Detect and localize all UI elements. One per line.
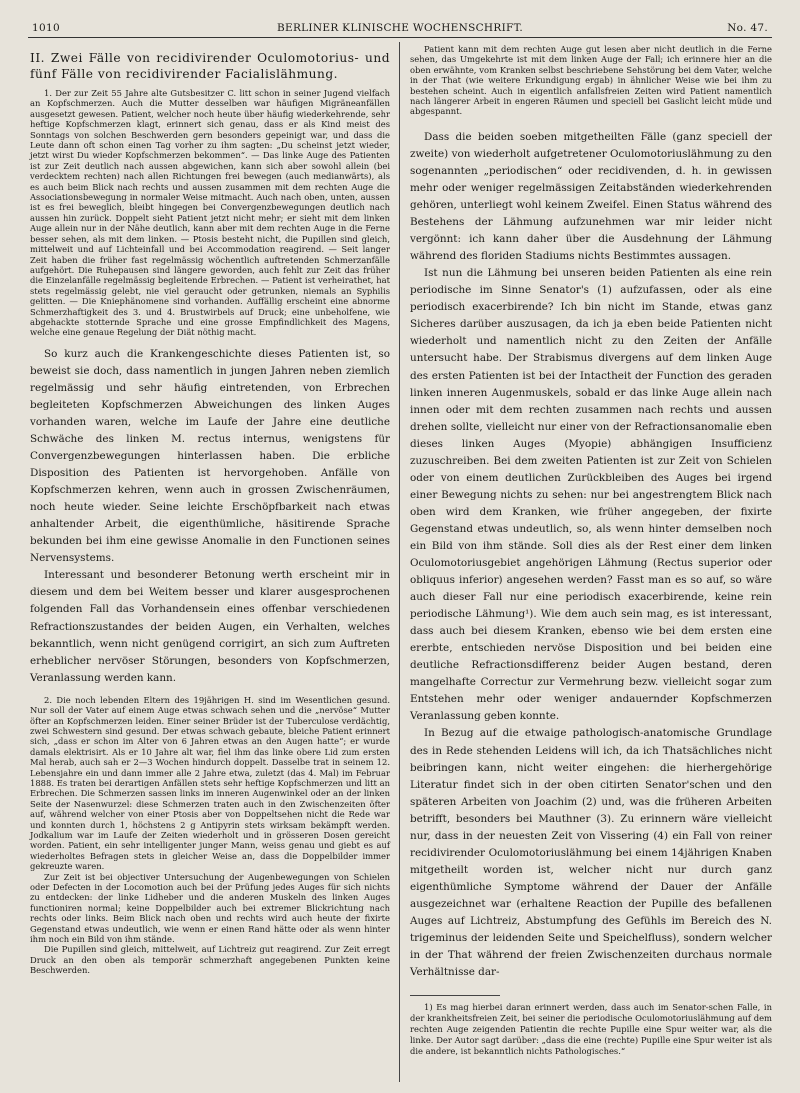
issue-number: No. 47. [727,22,768,34]
page-header [28,20,772,36]
page-number: 1010 [32,22,60,34]
footnote-rule [410,995,500,996]
case-2-examination: Zur Zeit ist bei objectiver Untersuchung der Augenbewegungen von Schielen oder Defecten in der Locomotion auch bei der Prüfung jedes Auges für sich nichts zu entdecken: der linke Lidheber und die anderen Muskeln des linken Auges functioniren normal; keine Doppelbilder auch bei extremer Blickrichtung nach rechts oder links. Beim Blick nach oben und rechts wird auch heute der fixirte Gegenstand etwas undeutlich, wie wenn er einen Rand hätte oder als wenn hinter ihm noch ein Bild von ihm stände. [30,871,390,945]
right-paragraph-3: In Bezug auf die etwaige pathologisch-anatomische Grundlage des in Rede stehenden Leidens will ich, da ich Thatsächliches nicht beibringen kann, nicht weiter eingehen: die hierhergehörige Literatur findet sich in der oben citirten Senator'schen und den späteren Arbeiten von Joachim (2) und, was die früheren Arbeiten betrifft, besonders bei Mauthner (3). Zu erinnern wäre vielleicht nur, dass in der neuesten Zeit von Vissering (4) ein Fall von reiner recidivirender Oculomotoriuslähmung bei einem 14jährigen Knaben mitgetheilt worden ist, welcher nicht nur durch ganz eigenthümliche Symptome während der Dauer der Anfälle ausgezeichnet war (erhaltene Reaction der Pupille des befallenen Auges auf Lichtreiz, Abstumpfung des Gefühls im Bereich des N. trigeminus der leidenden Seite und Speichelfluss), sondern welcher in der That während der freien Zwischenzeiten durchaus normale Verhältnisse dar- [410,727,772,979]
running-title: BERLINER KLINISCHE WOCHENSCHRIFT. [276,22,524,34]
right-column [410,44,772,1057]
column-divider [399,42,400,1082]
case-2-continuation: Patient kann mit dem rechten Auge gut lesen aber nicht deutlich in die Ferne sehen, das Umgekehrte ist mit dem linken Auge der Fall; ich erinnere hier an die oben erwähnte, vom Kranken selbst beschriebene Sehstörung bei dem Vater, welche in der That (wie weitere Erkundigung ergab) in ähnlicher Weise wie bei ihm zu bestehen scheint. Auch in eigentlich anfallsfreien Zeiten wird Patient namentlich nach längerer Arbeit in engeren Räumen und speciell bei Gaslicht leicht müde und abgespannt. [410,44,772,117]
discussion-paragraph-1: So kurz auch die Krankengeschichte dieses Patienten ist, so beweist sie doch, dass namentlich in jungen Jahren neben ziemlich regelmässig und sehr häufig eintretenden, von Erbrechen begleiteten Kopfschmerzen Abweichungen des linken Auges vorhanden waren, welche im Laufe der Jahre eine deutliche Schwäche des linken M. rectus internus, wenigstens für Convergenzbewegungen hinterlassen haben. Die erbliche Disposition des Patienten ist hervorgehoben. Anfälle von Kopfschmerzen kehren, wenn auch in grossen Zwischenräumen, noch heute wieder. Seine leichte Erschöpfbarkeit nach etwas anhaltender Arbeit, die eigenthümliche, häsitirende Sprache bekunden bei ihm eine gewisse Anomalie in den Functionen seines Nervensystems. [30,347,390,565]
case-1-text: 1. Der zur Zeit 55 Jahre alte Gutsbesitzer C. litt schon in seiner Jugend vielfach an Kopfschmerzen. Auch die Mutter desselben war häufigen Migräneanfällen ausgesetzt gewesen. Patient, welcher noch heute über häufig wiederkehrende, sehr heftige Kopfschmerzen klagt, erinnert sich genau, dass er als Kind meist des Sonntags von solchen Beschwerden gern besonders gepeinigt war, und dass die Leute dann oft schon einen Tag vorher zu ihm sagten: „Du scheinst jetzt wieder, jetzt wirst Du wieder Kopfschmerzen bekommen“. — Das linke Auge des Patienten ist zur Zeit deutlich nach aussen abgewichen, kann sich aber sowohl allein (bei verdecktem rechten) nach allen Richtungen frei bewegen (auch medianwärts), als es auch beim Blick nach rechts und aussen zusammen mit dem rechten Auge die Associationsbewegung in normaler Weise mitmacht. Auch nach oben, unten, aussen ist es frei beweglich, bleibt hingegen bei Convergenzbewegungen deutlich nach aussen hin zurück. Doppelt sieht Patient jetzt nicht mehr; er sieht mit dem linken Auge allein nur in der Nähe deutlich, kann aber mit dem rechten Auge in die Ferne besser sehen, als mit dem linken. — Ptosis besteht nicht, die Pupillen sind gleich, mittelweit und auf Lichteinfall und bei Accommodation reagirend. — Seit langer Zeit haben die früher fast regelmässig wöchentlich auftretenden Schmerzanfälle aufgehört. Die Ruhepausen sind längere geworden, auch fehlt zur Zeit das früher die Einzelanfälle regelmässig begleitende Erbrechen. — Patient ist verheirathet, hat stets regelmässig gelebt, nie viel geraucht oder getrunken, niemals an Syphilis gelitten. — Die Kniephänomene sind vorhanden. Auffällig erscheint eine abnorme Schmerzhaftigkeit des 3. und 4. Brustwirbels auf Druck; eine unbeholfene, wie abgehackte stotternde Sprache und eine grosse Empfindlichkeit des Magens, welche eine genaue Regelung der Diät nöthig macht. [30,88,390,338]
left-column [30,44,390,976]
discussion-paragraph-2: Interessant und besonderer Betonung werth erscheint mir in diesem und dem bei Weitem besser und klarer ausgesprochenen folgenden Fall das Vorhandensein eines offenbar verschiedenen Refractionszustandes der beiden Augen, ein Verhalten, welches bekanntlich, wenn nicht genügend corrigirt, an sich zum Auftreten erheblicher nervöser Störungen, besonders von Kopfschmerzen, Veranlassung werden kann. [30,569,390,684]
case-2-pupils: Die Pupillen sind gleich, mittelweit, auf Lichtreiz gut reagirend. Zur Zeit erregt Druck an den oben als temporär schmerzhaft angegebenen Punkten keine Beschwerden. [30,944,390,976]
right-paragraph-2: Ist nun die Lähmung bei unseren beiden Patienten als eine rein periodische im Sinne Senator's (1) aufzufassen, oder als eine periodisch exacerbirende? Ich bin nicht im Stande, etwas ganz Sicheres darüber auszusagen, da ich ja eben beide Patienten nicht wiederholt und namentlich nicht zu den Zeiten der Anfälle untersucht habe. Der Strabismus divergens auf dem linken Auge des ersten Patienten ist bei der Intactheit der Function des geraden linken inneren Augenmuskels, sobald er das linke Auge allein nach innen oder mit dem rechten zusammen nach rechts und aussen drehen sollte, vielleicht nur einer von der Refractionsanomalie eben dieses linken Auges (Myopie) abhängigen Insufficienz zuzuschreiben. Bei dem zweiten Patienten ist zur Zeit von Schielen oder von einem deutlichen Zurückbleiben des Auges bei irgend einer Bewegung nichts zu sehen: nur bei angestrengtem Blick nach oben wird dem Kranken, wie früher angegeben, der fixirte Gegenstand etwas undeutlich, so, als wenn hinter demselben noch ein Bild von ihm stände. Soll dies als der Rest einer dem linken Oculomotoriusgebiet angehörigen Lähmung (Rectus superior oder obliquus inferior) angesehen werden? Fasst man es so auf, so wäre auch dieser Fall nur eine periodisch exacerbirende, keine rein periodische Lähmung¹). Wie dem auch sein mag, es ist interessant, dass auch bei diesem Kranken, ebenso wie bei dem ersten eine ererbte, entschieden nervöse Disposition und bei beiden eine deutliche Refractionsdifferenz beider Augen bestand, deren mangelhafte Correctur zur Vermehrung bezw. vielleicht sogar zum Entstehen mehr oder weniger andauernder Kopfschmerzen Veranlassung geben konnte. [410,267,772,723]
header-rule [28,37,772,38]
case-2-text: 2. Die noch lebenden Eltern des 19jährigen H. sind im Wesentlichen gesund. Nur soll der Vater auf einem Auge etwas schwach sehen und die „nervöse“ Mutter öfter an Kopfschmerzen leiden. Einer seiner Brüder ist der Tuberculose verdächtig, zwei Schwestern sind gesund. Der etwas schwach gebaute, bleiche Patient erinnert sich, „dass er schon im Alter von 6 Jahren etwas an den Augen hatte“; er wurde damals elektrisirt. Als er 10 Jahre alt war, fiel ihm das linke obere Lid zum ersten Mal herab, auch sah er 2—3 Wochen hindurch doppelt. Dasselbe trat in seinem 12. Lebensjahre ein und dann immer alle 2 Jahre etwa, zuletzt (das 4. Mal) im Februar 1888. Es traten bei derartigen Anfällen stets sehr heftige Kopfschmerzen und litt an Erbrechen. Die Schmerzen sassen links im inneren Augenwinkel oder an der linken Seite der Nasenwurzel: diese Schmerzen traten auch in den Zwischenzeiten öfter auf, während welcher von einer Ptosis aber von Doppeltsehen nicht die Rede war und konnten durch 1, höchstens 2 g Antipyrin stets wirksam bekämpft werden. Jodkalium war im Laufe der Zeiten wiederholt und in grösseren Dosen gereicht worden. Patient, ein sehr intelligenter junger Mann, weiss genau und giebt es auf wiederholtes Befragen stets in gleicher Weise an, dass die Doppelbilder immer gekreuzte waren. [30,694,390,872]
footnote: 1) Es mag hierbei daran erinnert werden, dass auch im Senator-schen Falle, in der krankheitsfreien Zeit, bei seiner die periodische Oculomotoriuslähmung auf dem rechten Auge zeigenden Patientin die rechte Pupille eine Spur weiter war, als die linke. Der Autor sagt darüber: „dass die eine (rechte) Pupille eine Spur weiter ist als die andere, ist bekanntlich nichts Pathologisches.“ [410,1002,772,1057]
right-paragraph-1: Dass die beiden soeben mitgetheilten Fälle (ganz speciell der zweite) von wiederholt aufgetretener Oculomotoriuslähmung zu den sogenannten „periodischen“ oder recidivenden, d. h. in gewissen mehr oder weniger regelmässigen Zeitabständen wiederkehrenden gehören, unterliegt wohl keinem Zweifel. Einen Status während des Bestehens der Lähmung aufzunehmen war mir leider nicht vergönnt: ich kann daher über die Ausdehnung der Lähmung während des floriden Stadiums nichts Bestimmtes aussagen. [410,130,772,263]
article-title: II. Zwei Fälle von recidivirender Oculomotorius- und fünf Fälle von recidivirender Facialislähmung. [30,51,390,81]
